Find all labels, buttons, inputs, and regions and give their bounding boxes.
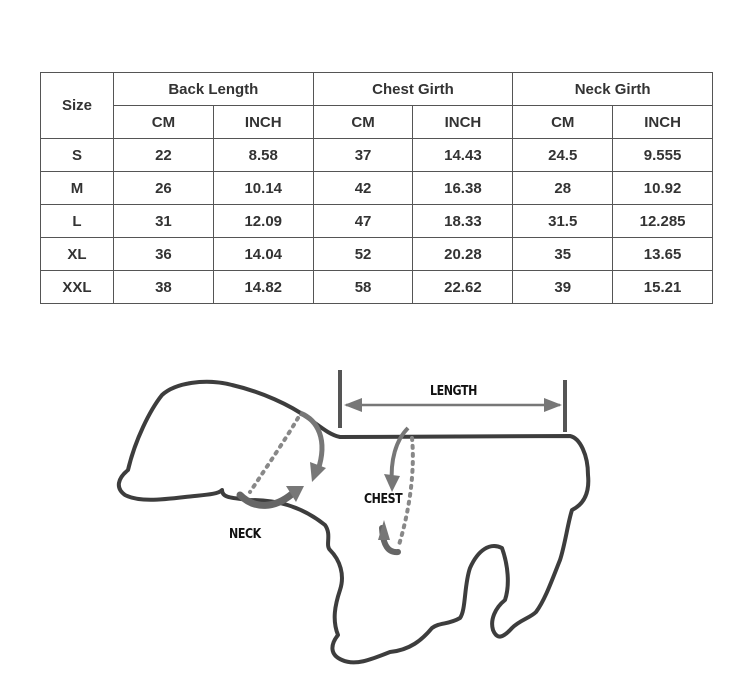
table-cell: 12.09 xyxy=(213,205,313,238)
size-cell: L xyxy=(41,205,114,238)
table-cell: 58 xyxy=(313,271,413,304)
unit-header: CM xyxy=(513,106,613,139)
table-cell: 37 xyxy=(313,139,413,172)
size-chart-table xyxy=(40,72,713,304)
table-cell: 42 xyxy=(313,172,413,205)
table-cell: 10.92 xyxy=(613,172,713,205)
unit-header: CM xyxy=(114,106,214,139)
table-cell: 28 xyxy=(513,172,613,205)
table-cell: 15.21 xyxy=(613,271,713,304)
unit-header: CM xyxy=(313,106,413,139)
table-cell: 14.43 xyxy=(413,139,513,172)
table-cell: 36 xyxy=(114,238,214,271)
length-label: LENGTH xyxy=(430,384,477,399)
table-cell: 22.62 xyxy=(413,271,513,304)
neck-arrow-top xyxy=(300,413,322,470)
neck-dotted-line xyxy=(250,418,298,492)
table-cell: 35 xyxy=(513,238,613,271)
table-cell: 38 xyxy=(114,271,214,304)
table-cell: 8.58 xyxy=(213,139,313,172)
table-row xyxy=(41,139,713,172)
size-cell: M xyxy=(41,172,114,205)
table-cell: 20.28 xyxy=(413,238,513,271)
table-unit-row xyxy=(41,106,713,139)
table-cell: 31.5 xyxy=(513,205,613,238)
chest-arrow-head-top xyxy=(384,474,400,492)
table-cell: 14.04 xyxy=(213,238,313,271)
size-cell: XXL xyxy=(41,271,114,304)
table-cell: 16.38 xyxy=(413,172,513,205)
dog-illustration xyxy=(0,330,750,700)
size-column-header: Size xyxy=(41,73,114,139)
table-row xyxy=(41,238,713,271)
length-arrow-head-right xyxy=(544,398,562,412)
neck-girth-header: Neck Girth xyxy=(513,73,713,106)
table-cell: 12.285 xyxy=(613,205,713,238)
neck-label: NECK xyxy=(229,527,261,542)
unit-header: INCH xyxy=(413,106,513,139)
table-cell: 18.33 xyxy=(413,205,513,238)
length-arrow-head-left xyxy=(344,398,362,412)
size-cell: S xyxy=(41,139,114,172)
table-cell: 47 xyxy=(313,205,413,238)
table-cell: 22 xyxy=(114,139,214,172)
table-row xyxy=(41,271,713,304)
table-row xyxy=(41,205,713,238)
table-cell: 10.14 xyxy=(213,172,313,205)
chest-label: CHEST xyxy=(364,492,403,507)
table-cell: 39 xyxy=(513,271,613,304)
table-cell: 24.5 xyxy=(513,139,613,172)
unit-header: INCH xyxy=(613,106,713,139)
table-cell: 9.555 xyxy=(613,139,713,172)
dog-measurement-diagram xyxy=(0,330,750,700)
unit-header: INCH xyxy=(213,106,313,139)
table-header-row xyxy=(41,73,713,106)
table-cell: 13.65 xyxy=(613,238,713,271)
table-cell: 26 xyxy=(114,172,214,205)
table-cell: 52 xyxy=(313,238,413,271)
neck-arrow-head-top xyxy=(310,462,326,482)
back-length-header: Back Length xyxy=(114,73,314,106)
dog-outline xyxy=(119,382,588,663)
chest-girth-header: Chest Girth xyxy=(313,73,513,106)
table-cell: 14.82 xyxy=(213,271,313,304)
table-row xyxy=(41,172,713,205)
size-cell: XL xyxy=(41,238,114,271)
table-cell: 31 xyxy=(114,205,214,238)
